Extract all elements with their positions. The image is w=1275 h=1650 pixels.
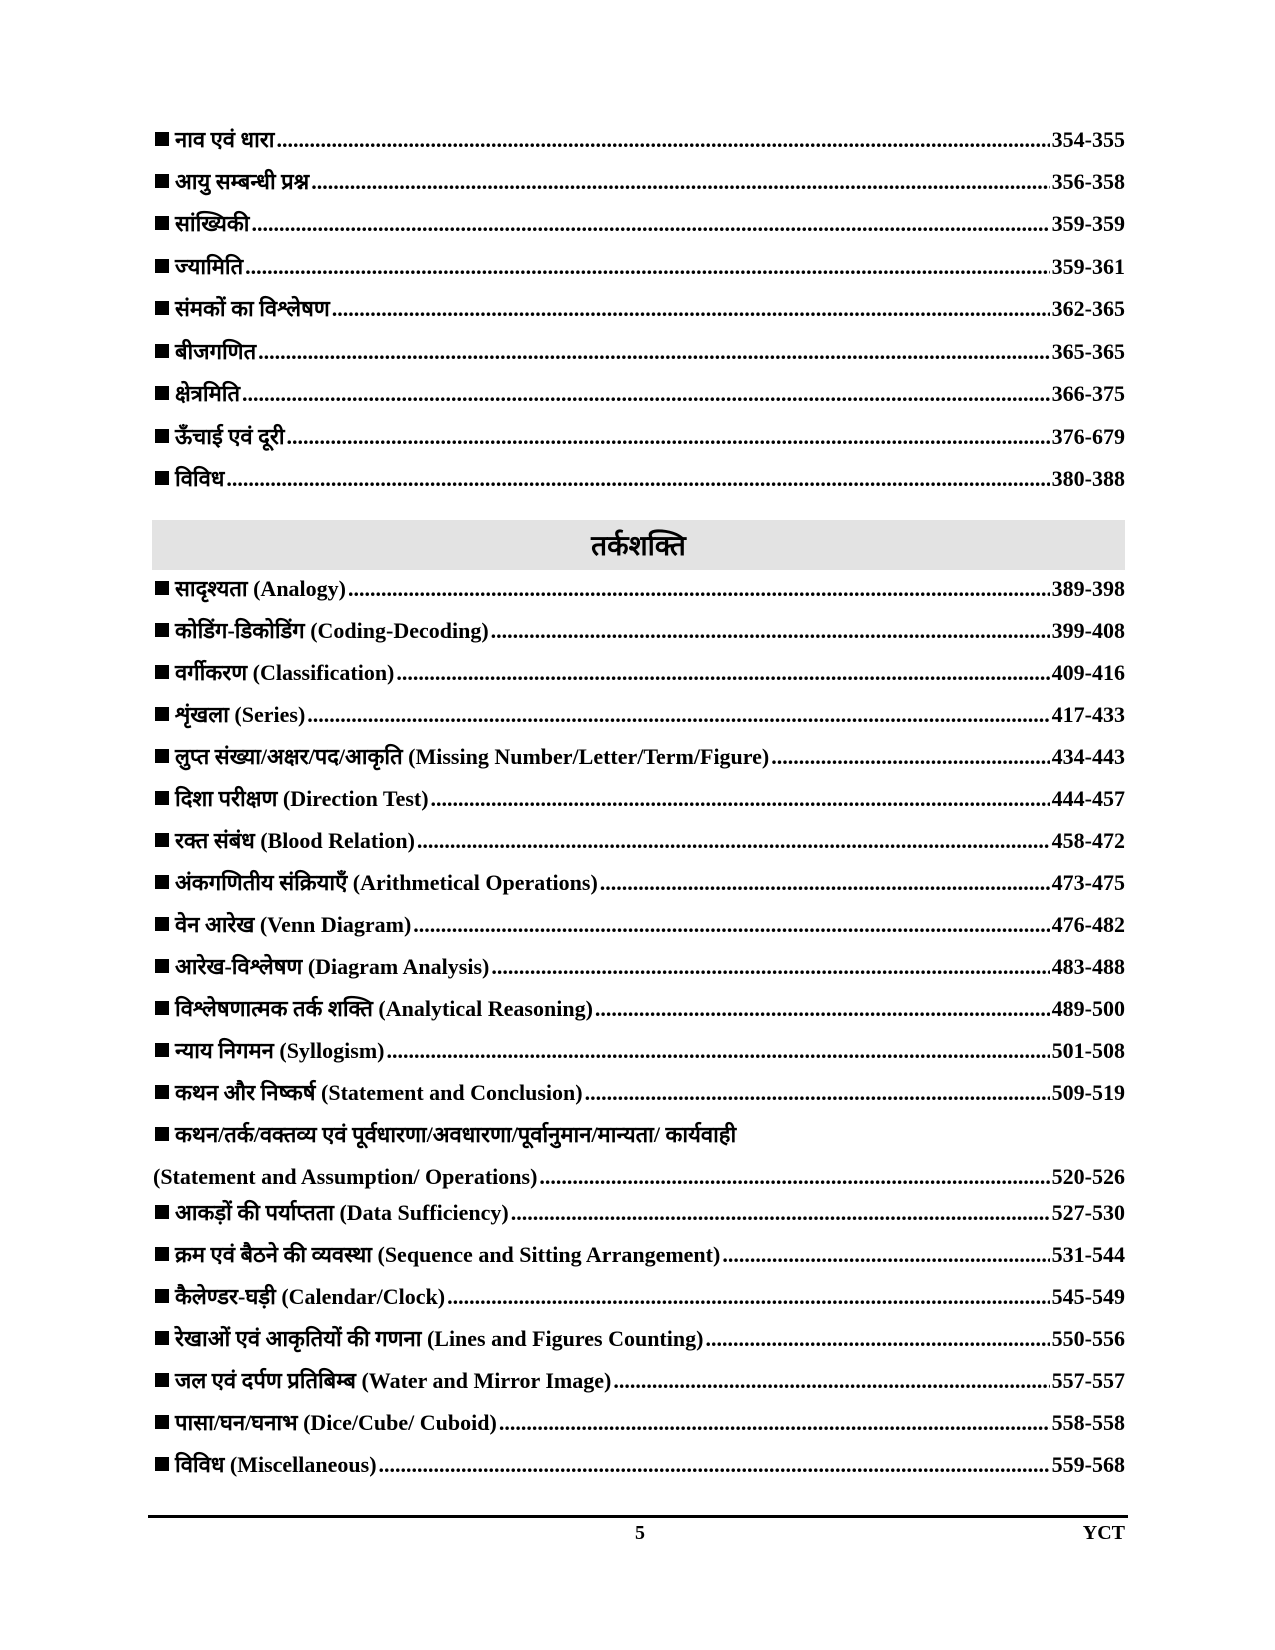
- dot-leader: [585, 1076, 1050, 1110]
- dot-leader: [413, 908, 1049, 942]
- dot-leader: [705, 1322, 1049, 1356]
- toc-entry-pages: 476-482: [1051, 912, 1125, 937]
- bullet-square-icon: [155, 301, 169, 315]
- toc-entry-label: दिशा परीक्षण (Direction Test): [175, 786, 429, 811]
- toc-entry-label: बीजगणित: [175, 339, 257, 364]
- toc-entry-pages: 483-488: [1051, 954, 1125, 979]
- dot-leader: [332, 292, 1050, 326]
- toc-entry-label: विविध (Miscellaneous): [175, 1452, 377, 1477]
- bullet-square-icon: [155, 1127, 169, 1141]
- toc-entry: [155, 614, 1125, 648]
- toc-entry-label: शृंखला (Series): [175, 702, 306, 727]
- toc-entry-label: विश्लेषणात्मक तर्क शक्ति (Analytical Reasoning): [175, 996, 593, 1021]
- toc-entry: [155, 782, 1125, 816]
- bullet-square-icon: [155, 471, 169, 485]
- bullet-square-icon: [155, 132, 169, 146]
- section-header: [152, 520, 1125, 570]
- toc-entry: [155, 123, 1125, 157]
- bullet-square-icon: [155, 1415, 169, 1429]
- toc-entry-pages: 359-361: [1051, 254, 1125, 279]
- dot-leader: [276, 123, 1049, 157]
- toc-entry-pages: 356-358: [1051, 169, 1125, 194]
- bullet-square-icon: [155, 623, 169, 637]
- bullet-square-icon: [155, 1043, 169, 1057]
- toc-entry-label: कोडिंग-डिकोडिंग (Coding-Decoding): [175, 618, 489, 643]
- toc-entry-label: कैलेण्डर-घड़ी (Calendar/Clock): [175, 1284, 446, 1309]
- toc-entry: [155, 1238, 1125, 1272]
- toc-entry-pages: 531-544: [1051, 1242, 1125, 1267]
- toc-entry-label: आयु सम्बन्धी प्रश्न: [175, 169, 310, 194]
- bullet-square-icon: [155, 1085, 169, 1099]
- dot-leader: [491, 614, 1050, 648]
- bullet-square-icon: [155, 749, 169, 763]
- bullet-square-icon: [155, 959, 169, 973]
- bullet-square-icon: [155, 259, 169, 273]
- toc-entry-label: लुप्त संख्या/अक्षर/पद/आकृति (Missing Number/Letter/Term/Figure): [175, 744, 770, 769]
- dot-leader: [242, 377, 1050, 411]
- toc-entry-pages: 501-508: [1051, 1038, 1125, 1063]
- toc-entry-label: आकड़ों की पर्याप्तता (Data Sufficiency): [175, 1200, 509, 1225]
- dot-leader: [511, 1196, 1050, 1230]
- toc-entry-pages: 366-375: [1051, 381, 1125, 406]
- dot-leader: [386, 1034, 1049, 1068]
- bullet-square-icon: [155, 1001, 169, 1015]
- dot-leader: [311, 165, 1049, 199]
- toc-entry-pages: 545-549: [1051, 1284, 1125, 1309]
- toc-entry: [155, 377, 1125, 411]
- toc-entry-label: वेन आरेख (Venn Diagram): [175, 912, 412, 937]
- bullet-square-icon: [155, 1289, 169, 1303]
- toc-entry-pages: 399-408: [1051, 618, 1125, 643]
- bullet-square-icon: [155, 875, 169, 889]
- toc-entry-pages: 362-365: [1051, 296, 1125, 321]
- dot-leader: [431, 782, 1050, 816]
- toc-entry: [155, 1322, 1125, 1356]
- toc-entry-label: संमकों का विश्लेषण: [175, 296, 330, 321]
- dot-leader: [771, 740, 1049, 774]
- toc-entry: [155, 950, 1125, 984]
- bullet-square-icon: [155, 216, 169, 230]
- toc-entry-label: क्षेत्रमिति: [175, 381, 241, 406]
- toc-entry: [155, 420, 1125, 454]
- toc-entry: [155, 1196, 1125, 1230]
- bullet-square-icon: [155, 707, 169, 721]
- toc-entry-pages: 458-472: [1051, 828, 1125, 853]
- toc-entry-label: ज्यामिति: [175, 254, 244, 279]
- toc-entry-label: कथन/तर्क/वक्तव्य एवं पूर्वधारणा/अवधारणा/पूर्वानुमान/मान्यता/ कार्यवाही: [175, 1122, 737, 1147]
- dot-leader: [491, 950, 1049, 984]
- dot-leader: [499, 1406, 1050, 1440]
- bullet-square-icon: [155, 344, 169, 358]
- toc-entry-label: रक्त संबंध (Blood Relation): [175, 828, 415, 853]
- dot-leader: [258, 335, 1050, 369]
- dot-leader: [447, 1280, 1050, 1314]
- toc-entry-pages: 520-526: [1051, 1164, 1125, 1189]
- dot-leader: [245, 250, 1050, 284]
- toc-entry-label: न्याय निगमन (Syllogism): [175, 1038, 385, 1063]
- bullet-square-icon: [155, 791, 169, 805]
- toc-entry: [155, 698, 1125, 732]
- dot-leader: [396, 656, 1049, 690]
- bullet-square-icon: [155, 917, 169, 931]
- toc-entry-pages: 417-433: [1051, 702, 1125, 727]
- page-number: 5: [635, 1522, 645, 1544]
- toc-entry-pages: 558-558: [1051, 1410, 1125, 1435]
- toc-entry: [155, 1076, 1125, 1110]
- toc-entry-pages: 409-416: [1051, 660, 1125, 685]
- toc-entry-multiline-second: [153, 1160, 1125, 1194]
- dot-leader: [613, 1364, 1049, 1398]
- dot-leader: [252, 207, 1050, 241]
- toc-entry: [155, 908, 1125, 942]
- toc-entry: [155, 740, 1125, 774]
- toc-entry: [155, 250, 1125, 284]
- toc-entry: [155, 207, 1125, 241]
- toc-entry: [155, 462, 1125, 496]
- toc-entry: [155, 572, 1125, 606]
- toc-entry: [155, 1448, 1125, 1482]
- dot-leader: [722, 1238, 1049, 1272]
- dot-leader: [348, 572, 1050, 606]
- toc-entry-pages: 559-568: [1051, 1452, 1125, 1477]
- dot-leader: [417, 824, 1050, 858]
- toc-entry-label: पासा/घन/घनाभ (Dice/Cube/ Cuboid): [175, 1410, 497, 1435]
- toc-entry: [155, 1034, 1125, 1068]
- toc-entry-label: सांख्यिकी: [175, 211, 250, 236]
- bullet-square-icon: [155, 1205, 169, 1219]
- toc-entry-label: ऊँचाई एवं दूरी: [175, 424, 285, 449]
- toc-entry-pages: 473-475: [1051, 870, 1125, 895]
- bullet-square-icon: [155, 1373, 169, 1387]
- toc-entry: [155, 1364, 1125, 1398]
- toc-entry-pages: 389-398: [1051, 576, 1125, 601]
- toc-entry-pages: 380-388: [1051, 466, 1125, 491]
- bullet-square-icon: [155, 833, 169, 847]
- dot-leader: [595, 992, 1050, 1026]
- toc-entry: [155, 1406, 1125, 1440]
- dot-leader: [600, 866, 1050, 900]
- toc-entry: [155, 866, 1125, 900]
- toc-entry: [155, 824, 1125, 858]
- toc-entry: [155, 1280, 1125, 1314]
- toc-entry-label: क्रम एवं बैठने की व्यवस्था (Sequence and Sitting Arrangement): [175, 1242, 721, 1267]
- toc-entry-pages: 509-519: [1051, 1080, 1125, 1105]
- toc-entry-pages: 359-359: [1051, 211, 1125, 236]
- toc-entry: [155, 292, 1125, 326]
- bullet-square-icon: [155, 665, 169, 679]
- bullet-square-icon: [155, 429, 169, 443]
- toc-entry-label: कथन और निष्कर्ष (Statement and Conclusion): [175, 1080, 583, 1105]
- dot-leader: [226, 462, 1049, 496]
- toc-entry-pages: 434-443: [1051, 744, 1125, 769]
- toc-entry: [155, 335, 1125, 369]
- bullet-square-icon: [155, 174, 169, 188]
- toc-entry: [155, 656, 1125, 690]
- toc-entry: [155, 165, 1125, 199]
- toc-entry: [155, 992, 1125, 1026]
- toc-entry-label: जल एवं दर्पण प्रतिबिम्ब (Water and Mirror Image): [175, 1368, 612, 1393]
- toc-entry-label: नाव एवं धारा: [175, 127, 275, 152]
- toc-entry-pages: 557-557: [1051, 1368, 1125, 1393]
- footer-rule: [148, 1515, 1128, 1518]
- section-title: तर्कशक्ति: [591, 531, 686, 562]
- toc-entry-label: अंकगणितीय संक्रियाएँ (Arithmetical Operations): [175, 870, 598, 895]
- toc-entry-pages: 550-556: [1051, 1326, 1125, 1351]
- toc-entry-pages: 365-365: [1051, 339, 1125, 364]
- dot-leader: [539, 1160, 1049, 1194]
- dot-leader: [307, 698, 1049, 732]
- toc-entry-pages: 527-530: [1051, 1200, 1125, 1225]
- toc-entry-pages: 489-500: [1051, 996, 1125, 1021]
- bullet-square-icon: [155, 1457, 169, 1471]
- toc-entry-label: वर्गीकरण (Classification): [175, 660, 395, 685]
- toc-entry-pages: 376-679: [1051, 424, 1125, 449]
- toc-entry-multiline-first: [155, 1118, 1125, 1152]
- bullet-square-icon: [155, 1247, 169, 1261]
- toc-entry-label: आरेख-विश्लेषण (Diagram Analysis): [175, 954, 490, 979]
- footer-brand: YCT: [1082, 1522, 1125, 1544]
- toc-entry-label: सादृश्यता (Analogy): [175, 576, 346, 601]
- dot-leader: [379, 1448, 1050, 1482]
- bullet-square-icon: [155, 1331, 169, 1345]
- toc-entry-label: रेखाओं एवं आकृतियों की गणना (Lines and Figures Counting): [175, 1326, 704, 1351]
- toc-entry-pages: 444-457: [1051, 786, 1125, 811]
- toc-entry-label: (Statement and Assumption/ Operations): [153, 1164, 538, 1189]
- bullet-square-icon: [155, 581, 169, 595]
- toc-entry-label: विविध: [175, 466, 225, 491]
- bullet-square-icon: [155, 386, 169, 400]
- toc-entry-pages: 354-355: [1051, 127, 1125, 152]
- dot-leader: [287, 420, 1050, 454]
